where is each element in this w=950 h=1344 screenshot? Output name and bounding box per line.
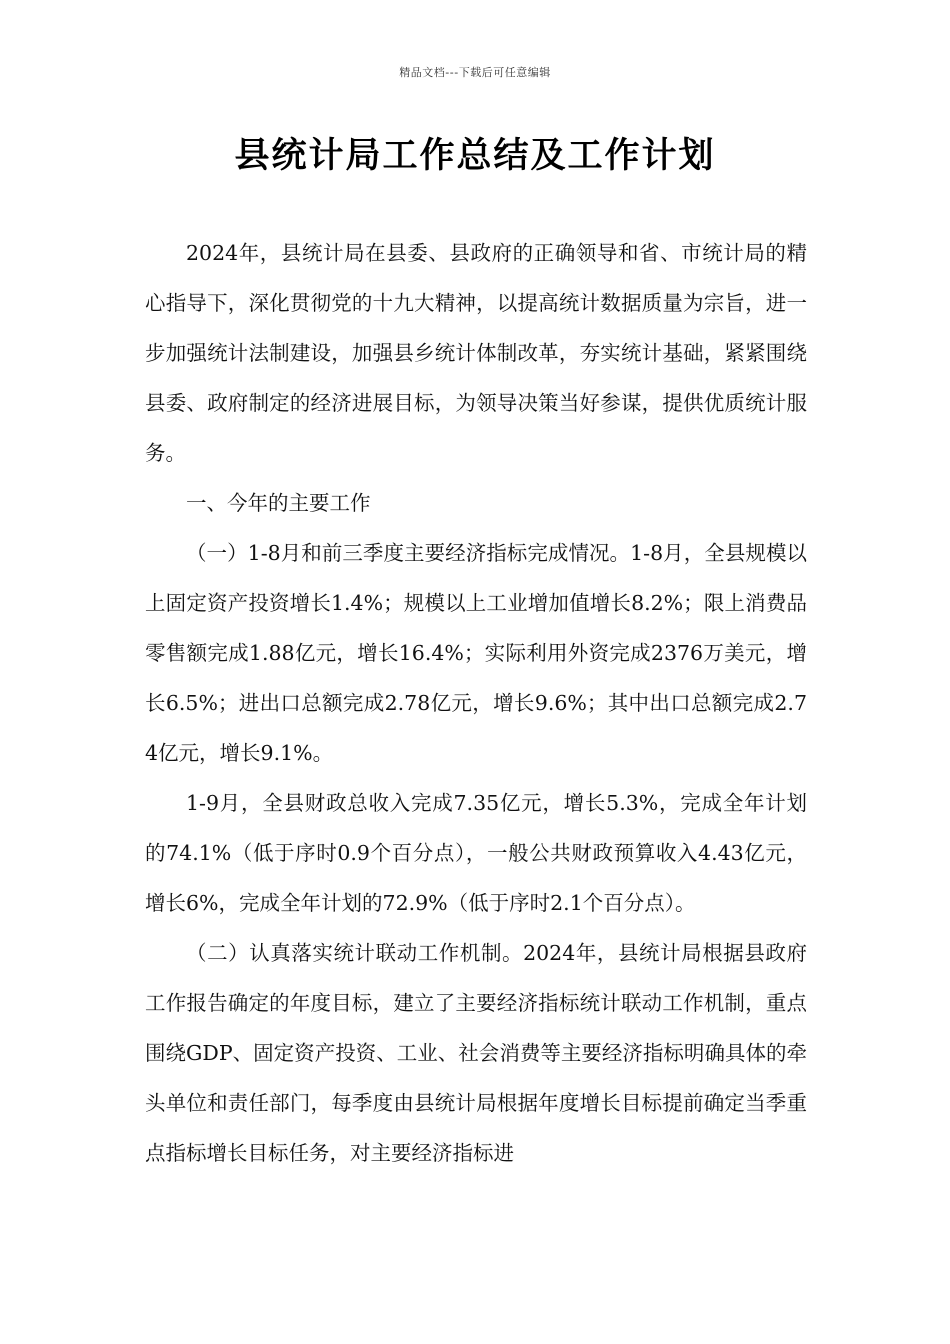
paragraph-finance-1-9: 1-9月，全县财政总收入完成7.35亿元，增长5.3%，完成全年计划的74.1%（低于序时0.9个百分点），一般公共财政预算收入4.43亿元，增长6%，完成全年计划的72.9%（低于序时2.1个百分点）。 xyxy=(145,791,807,915)
paragraph-intro: 2024年，县统计局在县委、县政府的正确领导和省、市统计局的精心指导下，深化贯彻党的十九大精神，以提高统计数据质量为宗旨，进一步加强统计法制建设，加强县乡统计体制改革，夯实统计基础，紧紧围绕县委、政府制定的经济进展目标，为领导决策当好参谋，提供优质统计服务。 xyxy=(145,241,807,465)
paragraph-indicators-1-8: （一）1-8月和前三季度主要经济指标完成情况。1-8月，全县规模以上固定资产投资增长1.4%；规模以上工业增加值增长8.2%；限上消费品零售额完成1.88亿元，增长16.4%；实际利用外资完成2376万美元，增长6.5%；进出口总额完成2.78亿元，增长9.6%；其中出口总额完成2.74亿元，增长9.1%。 xyxy=(145,541,807,765)
page-header: 精品文档---下载后可任意编辑 xyxy=(399,66,551,79)
section-heading-main-work: 一、今年的主要工作 xyxy=(186,491,371,515)
document-body xyxy=(145,228,807,1178)
document-title: 县统计局工作总结及工作计划 xyxy=(234,136,716,176)
paragraph-linkage-mechanism: （二）认真落实统计联动工作机制。2024年，县统计局根据县政府工作报告确定的年度目标，建立了主要经济指标统计联动工作机制，重点围绕GDP、固定资产投资、工业、社会消费等主要经济指标明确具体的牵头单位和责任部门，每季度由县统计局根据年度增长目标提前确定当季重点指标增长目标任务，对主要经济指标进 xyxy=(145,941,807,1165)
